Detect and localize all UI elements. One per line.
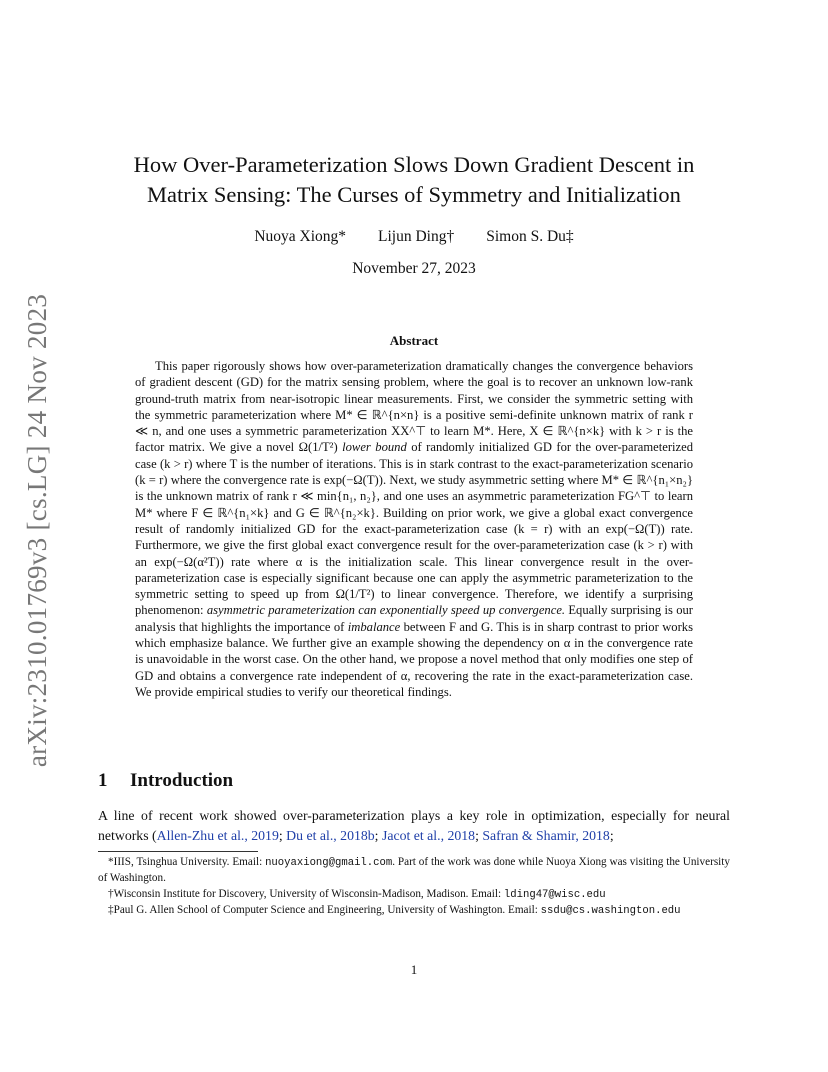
- intro-text: A line of recent work showed over-parameterization plays a key role in optimization, especially for neural networks (: [98, 808, 730, 843]
- citation-link[interactable]: Jacot et al., 2018: [381, 828, 476, 843]
- footnote-2-text: †Wisconsin Institute for Discovery, University of Wisconsin-Madison, Madison. Email:: [108, 887, 504, 900]
- citation-link[interactable]: Safran & Shamir, 2018: [482, 828, 610, 843]
- abstract-part-7: between F and G. This is in sharp contrast to prior works which emphasize balance. We further give an example showing the dependency on α in the convergence rate is unavoidable in the worst case. On the other hand, we propose a novel method that only modifies one step of GD and obtains a convergence rate independent of α, recovering the rate in the exact-parameterization case. We provide empirical studies to verify our theoretical findings.: [135, 619, 693, 699]
- abstract-emphasis-imbalance: imbalance: [347, 619, 401, 634]
- footnote-2: [98, 887, 730, 903]
- footnote-3: [98, 903, 730, 919]
- footnote-1: [98, 855, 730, 887]
- abstract-part-5: Equally surprising is our analysis that highlights the importance of: [135, 603, 693, 634]
- abstract-part-3: of randomly initialized GD for the over-parameterized case (k > r) where T is the number of iterations. This is in stark contrast to the exact-parameterization scenario (k = r) where the convergence rate is exp(−Ω(T)). Next, we study asymmetric setting where M* ∈ ℝ^{n₁×n₂} is the unknown matrix of rank r ≪ min{n₁, n₂}, and one uses an asymmetric parameterization FG^⊤ to learn M* where F ∈ ℝ^{n₁×k} and G ∈ ℝ^{n₂×k}. Building on prior work, we give a global exact convergence result of randomly initialized GD for the exact-parameterization case (k = r) with an exp(−Ω(T)) rate. Furthermore, we give the first global exact convergence result for the over-parameterization case (k > r) with an exp(−Ω(α²T)) rate where α is the initialization scale. This linear convergence result in the over-parameterization case is especially significant because one can apply the asymmetric parameterization to the symmetric setting to speed up from Ω(1/T²) to linear convergence. Therefore, we identify a surprising phenomenon:: [135, 440, 693, 618]
- author-3: Simon S. Du‡: [486, 228, 574, 245]
- email-link[interactable]: nuoyaxiong@gmail.com: [265, 857, 393, 869]
- citation-separator: ;: [278, 828, 287, 843]
- footnote-1-text: *IIIS, Tsinghua University. Email:: [108, 856, 266, 868]
- footnote-1-text-end: . Part of the work was done while Nuoya Xiong was visiting the University of Washington.: [98, 856, 730, 885]
- abstract-heading: Abstract: [389, 333, 439, 348]
- page-number: 1: [410, 962, 418, 977]
- abstract-emphasis-lower-bound: lower bound: [342, 440, 407, 455]
- intro-paragraph: [98, 806, 730, 846]
- paper-date: November 27, 2023: [352, 260, 476, 277]
- email-link[interactable]: ssdu@cs.washington.edu: [540, 905, 681, 918]
- title-line-2: Matrix Sensing: The Curses of Symmetry and Initialization: [147, 182, 681, 207]
- email-link[interactable]: lding47@wisc.edu: [503, 888, 606, 901]
- section-heading: [98, 770, 728, 792]
- citation-separator: ;: [609, 828, 614, 843]
- paper-title: [100, 150, 728, 210]
- author-list: [100, 228, 728, 246]
- abstract-emphasis-speedup: asymmetric parameterization can exponentially speed up convergence.: [206, 603, 566, 618]
- arxiv-id: arXiv:2310.01769v3 [cs.LG] 24 Nov 2023: [22, 293, 53, 767]
- citation-separator: ;: [374, 828, 382, 843]
- citation-separator: ;: [475, 828, 483, 843]
- abstract-text: [135, 358, 693, 700]
- footnote-3-text: ‡Paul G. Allen School of Computer Science and Engineering, University of Washington. Email:: [108, 904, 541, 917]
- author-2: Lijun Ding†: [378, 228, 455, 245]
- arxiv-sidebar-stamp: [21, 293, 55, 767]
- abstract-part-1: This paper rigorously shows how over-parameterization dramatically changes the convergence behaviors of gradient descent (GD) for the matrix sensing problem, where the goal is to recover an unknown low-rank ground-truth matrix from near-isotropic linear measurements. First, we consider the symmetric setting with the symmetric parameterization where M* ∈ ℝ^{n×n} is a positive semi-definite unknown matrix of rank r ≪ n, and one uses a symmetric parameterization XX^⊤ to learn M*. Here, X ∈ ℝ^{n×k} with k > r is the factor matrix. We give a novel Ω(1/T²): [135, 359, 693, 455]
- section-title: Introduction: [130, 770, 234, 791]
- author-1: Nuoya Xiong*: [254, 228, 347, 245]
- title-line-1: How Over-Parameterization Slows Down Gradient Descent in: [133, 152, 695, 177]
- footnote-divider: [98, 851, 258, 852]
- footnotes: [98, 855, 730, 920]
- citation-link[interactable]: Allen-Zhu et al., 2019: [156, 828, 279, 843]
- citation-link[interactable]: Du et al., 2018b: [286, 828, 375, 843]
- section-number: 1: [98, 770, 108, 791]
